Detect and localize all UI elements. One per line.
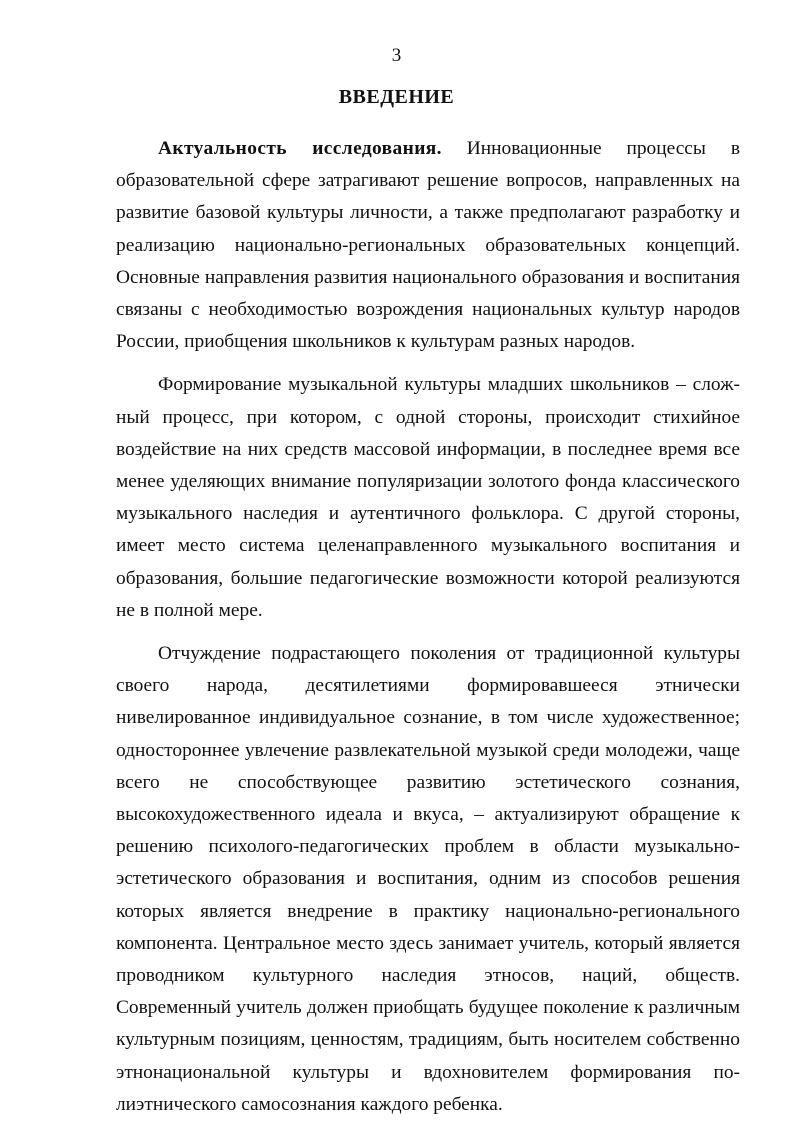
page-number: 3 [391, 45, 402, 66]
paragraph-alienation [116, 638, 740, 1121]
paragraph-text: Отчуждение подрастающего поколения от традиционной культуры своего народа, десятилетиями формировавшееся этнически нивелированное индивидуальное сознание, в том числе художественное; одностороннее увлечение развлекательной музыкой среди молодежи, чаще всего не способствующее развитию эстетического сознания, высокохудожественного идеала и вкуса, – актуализируют обращение к решению психолого-педагогических проблем в области музыкально-эстетического образования и воспитания, одним из способов решения которых является внедрение в практику национально-регионального компонента. Центральное место здесь занимает учитель, который является проводником культурного наследия этносов, наций, обществ. Современный учитель должен приобщать будущее поколение к различным культурным позициям, ценностям, традициям, быть носителем собственно этнонациональной культуры и вдохновителем формирования полиэтнического самосознания каждого ребенка. [116, 643, 740, 1115]
paragraph-text: Формирование музыкальной культуры младших школьников – сложный процесс, при котором, с одной стороны, происходит стихийное воздействие на них средств массовой информации, в последнее время все менее уделяющих внимание популяризации золотого фонда классического музыкального наследия и аутентичного фольклора. С другой стороны, имеет место система целенаправленного музыкального воспитания и образования, большие педагогические возможности которой реализуются не в полной мере. [116, 374, 740, 621]
paragraph-music-culture [116, 369, 740, 627]
body-text [116, 133, 740, 1132]
paragraph-relevance [116, 133, 740, 358]
section-heading: ВВЕДЕНИЕ [338, 86, 455, 108]
paragraph-lead: Актуальность исследования. [158, 138, 442, 159]
paragraph-text: Инновационные процессы в образовательной сфере затрагивают решение вопросов, направленных на развитие базовой культуры личности, а также предполагают разработку и реализацию национально-региональных образовательных концепций. Основные направления развития национального образования и воспитания связаны с необходимостью возрождения национальных культур народов России, приобщения школьников к культурам разных народов. [116, 138, 740, 353]
